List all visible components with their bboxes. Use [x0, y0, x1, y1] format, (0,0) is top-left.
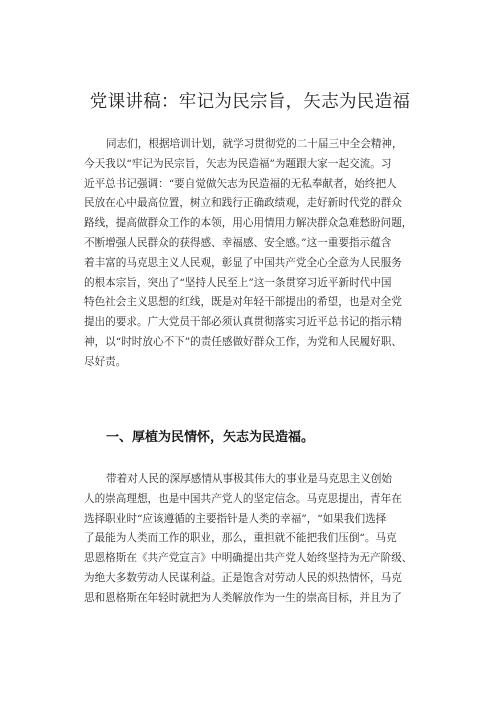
- paragraph-line: 的根本宗旨，突出了“坚持人民至上”这一条贯穿习近平新时代中国: [84, 276, 392, 289]
- paragraph-line: 为绝大多数劳动人民谋利益。正是饱含对劳动人民的炽热情怀，马克: [84, 571, 402, 584]
- paragraph-line: 今天我以“牢记为民宗旨，矢志为民造福”为题跟大家一起交流。习: [84, 157, 392, 170]
- paragraph-line: 不断增强人民群众的获得感、幸福感、安全感。”这一重要指示蕴含: [84, 236, 392, 249]
- section-heading: 一、厚植为民情怀，矢志为民造福。: [106, 430, 315, 445]
- paragraph-line: 思恩格斯在《共产党宣言》中明确提出共产党人始终坚持为无产阶级、: [84, 552, 413, 565]
- paragraph-line: 了最能为人类而工作的职业，那么，重担就不能把我们压倒“。马克: [84, 532, 397, 545]
- paragraph-line: 路线，提高做群众工作的本领，用心用情用力解决群众急难愁盼问题，: [84, 217, 413, 230]
- paragraph-line: 人的崇高理想，也是中国共产党人的坚定信念。马克思提出，青年在: [84, 492, 402, 505]
- paragraph-line: 带着对人民的深厚感情从事极其伟大的事业是马克思主义创始: [106, 473, 393, 485]
- paragraph-line: 神，以“时时放心不下”的责任感做好群众工作，为党和人民履好职、: [84, 335, 403, 348]
- paragraph-line: 同志们，根据培训计划，就学习贯彻党的二十届三中全会精神，: [106, 138, 403, 150]
- paragraph-line: 民放在心中最高位置，树立和践行正确政绩观，走好新时代党的群众: [84, 197, 402, 210]
- paragraph-line: 思和恩格斯在年轻时就把为人类解放作为一生的崇高目标，并且为了: [84, 591, 402, 604]
- paragraph-line: 特色社会主义思想的红线，既是对年轻干部提出的希望，也是对全党: [84, 296, 402, 309]
- section-paragraph: [84, 470, 424, 609]
- intro-paragraph: [84, 135, 424, 373]
- document-title: 党课讲稿：牢记为民宗旨，矢志为民造福: [89, 92, 411, 112]
- paragraph-line: 提出的要求。广大党员干部必须认真贯彻落实习近平总书记的指示精: [84, 316, 402, 329]
- paragraph-line: 着丰富的马克思主义人民观，彰显了中国共产党全心全意为人民服务: [84, 256, 402, 269]
- paragraph-line: 近平总书记强调：“要自觉做矢志为民造福的无私奉献者，始终把人: [84, 177, 397, 190]
- paragraph-line: 尽好责。: [84, 355, 127, 368]
- paragraph-line: 选择职业时“应该遵循的主要指针是人类的幸福”，“如果我们选择: [84, 512, 387, 525]
